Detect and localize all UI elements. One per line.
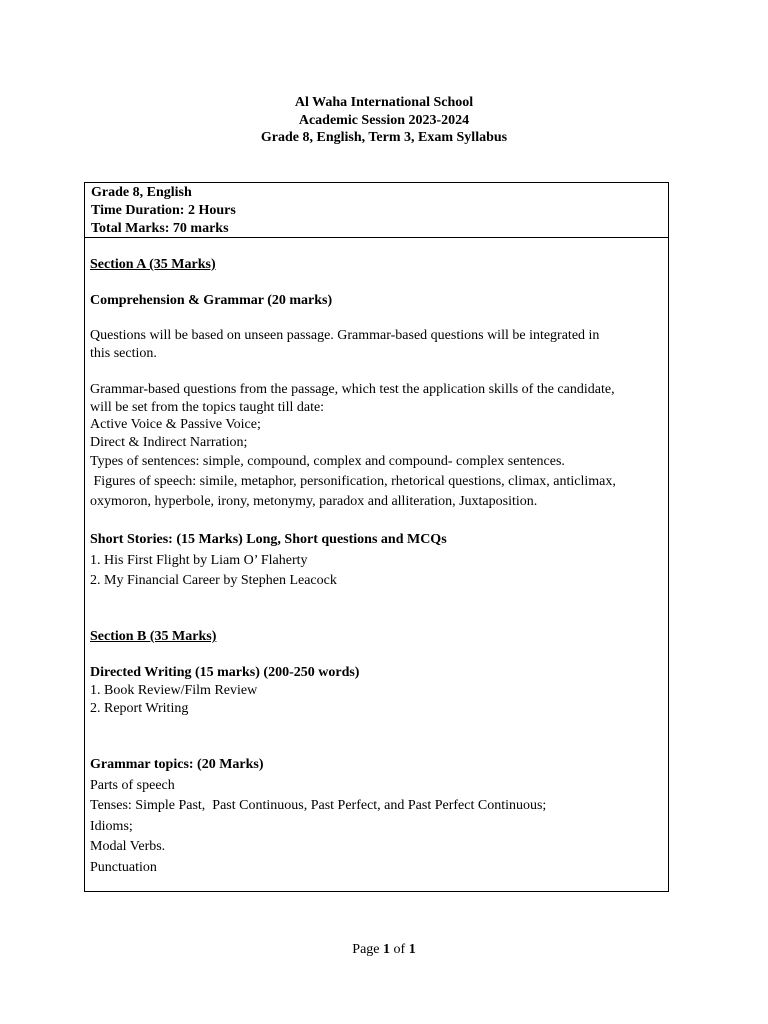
story-item: 1. His First Flight by Liam O’ Flaherty xyxy=(90,553,308,568)
grade-subject: Grade 8, English xyxy=(91,185,192,200)
grammar-topic-item: Tenses: Simple Past, Past Continuous, Past Perfect, and Past Perfect Continuous; xyxy=(90,798,547,813)
page-of: of xyxy=(390,942,409,957)
directed-writing-heading: Directed Writing (15 marks) (200-250 words) xyxy=(90,665,360,680)
academic-session: Academic Session 2023-2024 xyxy=(298,112,470,128)
grammar-intro-line: will be set from the topics taught till date: xyxy=(90,400,325,415)
total-marks: Total Marks: 70 marks xyxy=(91,221,229,236)
school-name: Al Waha International School xyxy=(294,95,474,110)
comprehension-heading: Comprehension & Grammar (20 marks) xyxy=(90,293,333,308)
grammar-item: Direct & Indirect Narration; xyxy=(90,435,248,450)
page-label: Page xyxy=(352,942,384,957)
comprehension-text-line: this section. xyxy=(90,346,157,361)
grammar-topic-item: Parts of speech xyxy=(90,778,175,793)
grammar-item: oxymoron, hyperbole, irony, metonymy, paradox and alliteration, Juxtaposition. xyxy=(90,494,538,509)
story-item: 2. My Financial Career by Stephen Leacock xyxy=(90,573,337,588)
grammar-topics-heading: Grammar topics: (20 Marks) xyxy=(90,757,264,772)
grammar-topic-item: Punctuation xyxy=(90,860,157,875)
page-current: 1 xyxy=(383,942,391,957)
grammar-item: Figures of speech: simile, metaphor, personification, rhetorical questions, climax, anticlimax, xyxy=(90,474,616,489)
syllabus-title: Grade 8, English, Term 3, Exam Syllabus xyxy=(260,130,508,145)
writing-item: 2. Report Writing xyxy=(90,701,189,716)
grammar-item: Active Voice & Passive Voice; xyxy=(90,417,261,432)
comprehension-text-line: Questions will be based on unseen passage. Grammar-based questions will be integrated in xyxy=(90,328,600,343)
grammar-item: Types of sentences: simple, compound, complex and compound- complex sentences. xyxy=(90,454,565,469)
writing-item: 1. Book Review/Film Review xyxy=(90,683,258,698)
section-a-heading: Section A (35 Marks) xyxy=(90,257,216,272)
exam-info-cell xyxy=(85,183,668,238)
document-header xyxy=(0,94,768,147)
time-duration: Time Duration: 2 Hours xyxy=(91,203,236,218)
grammar-topic-item: Modal Verbs. xyxy=(90,839,166,854)
grammar-topic-item: Idioms; xyxy=(90,819,133,834)
short-stories-heading: Short Stories: (15 Marks) Long, Short questions and MCQs xyxy=(90,532,447,547)
page-total: 1 xyxy=(408,942,416,957)
grammar-intro-line: Grammar-based questions from the passage, which test the application skills of the candidate, xyxy=(90,382,615,397)
section-b-heading: Section B (35 Marks) xyxy=(90,629,217,644)
page-footer xyxy=(0,942,768,958)
